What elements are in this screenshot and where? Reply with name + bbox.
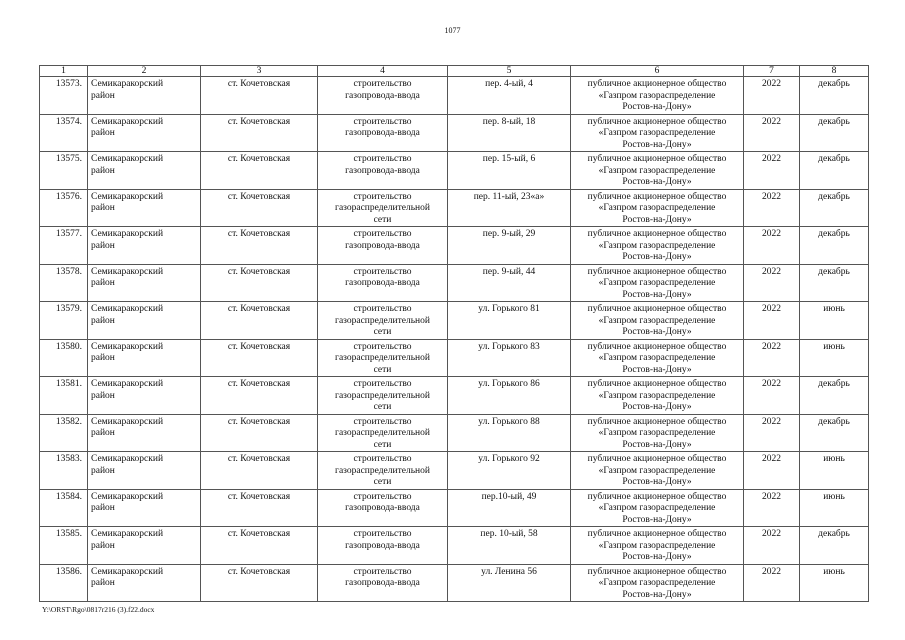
work-type-cell: строительство газораспределительной сети [318,414,448,452]
column-number: 2 [88,66,201,77]
address-cell: пер. 8-ый, 18 [448,114,571,152]
work-type-cell: строительство газораспределительной сети [318,452,448,490]
district-cell: Семикаракорский район [88,527,201,565]
organization-cell: публичное акционерное общество «Газпром газораспределение Ростов-на-Дону» [571,564,744,602]
table-row [40,189,869,227]
year-cell: 2022 [744,489,800,527]
page-number: 1077 [444,26,461,35]
organization-cell: публичное акционерное общество «Газпром газораспределение Ростов-на-Дону» [571,339,744,377]
address-cell: пер.10-ый, 49 [448,489,571,527]
organization-cell: публичное акционерное общество «Газпром газораспределение Ростов-на-Дону» [571,377,744,415]
table-row [40,377,869,415]
column-number: 6 [571,66,744,77]
row-number-cell: 13575. [40,152,88,190]
gasification-table [39,65,869,602]
year-cell: 2022 [744,452,800,490]
table-body [40,77,869,602]
address-cell: ул. Горького 92 [448,452,571,490]
year-cell: 2022 [744,339,800,377]
month-cell: декабрь [800,77,869,115]
month-cell: июнь [800,452,869,490]
year-cell: 2022 [744,189,800,227]
month-cell: декабрь [800,264,869,302]
year-cell: 2022 [744,527,800,565]
district-cell: Семикаракорский район [88,452,201,490]
table-row [40,152,869,190]
column-number: 3 [201,66,318,77]
organization-cell: публичное акционерное общество «Газпром газораспределение Ростов-на-Дону» [571,414,744,452]
year-cell: 2022 [744,264,800,302]
month-cell: июнь [800,302,869,340]
row-number-cell: 13579. [40,302,88,340]
table-row [40,414,869,452]
table-row [40,114,869,152]
settlement-cell: ст. Кочетовская [201,527,318,565]
settlement-cell: ст. Кочетовская [201,114,318,152]
organization-cell: публичное акционерное общество «Газпром газораспределение Ростов-на-Дону» [571,189,744,227]
district-cell: Семикаракорский район [88,152,201,190]
district-cell: Семикаракорский район [88,114,201,152]
table-row [40,227,869,265]
district-cell: Семикаракорский район [88,227,201,265]
column-number: 1 [40,66,88,77]
year-cell: 2022 [744,377,800,415]
year-cell: 2022 [744,152,800,190]
table-row [40,77,869,115]
work-type-cell: строительство газопровода-ввода [318,114,448,152]
organization-cell: публичное акционерное общество «Газпром газораспределение Ростов-на-Дону» [571,302,744,340]
row-number-cell: 13585. [40,527,88,565]
month-cell: декабрь [800,377,869,415]
year-cell: 2022 [744,77,800,115]
settlement-cell: ст. Кочетовская [201,189,318,227]
settlement-cell: ст. Кочетовская [201,339,318,377]
year-cell: 2022 [744,414,800,452]
district-cell: Семикаракорский район [88,564,201,602]
month-cell: июнь [800,339,869,377]
settlement-cell: ст. Кочетовская [201,302,318,340]
address-cell: ул. Горького 88 [448,414,571,452]
address-cell: пер. 9-ый, 44 [448,264,571,302]
organization-cell: публичное акционерное общество «Газпром газораспределение Ростов-на-Дону» [571,489,744,527]
district-cell: Семикаракорский район [88,377,201,415]
settlement-cell: ст. Кочетовская [201,564,318,602]
district-cell: Семикаракорский район [88,302,201,340]
month-cell: июнь [800,564,869,602]
work-type-cell: строительство газопровода-ввода [318,264,448,302]
settlement-cell: ст. Кочетовская [201,227,318,265]
row-number-cell: 13573. [40,77,88,115]
year-cell: 2022 [744,564,800,602]
table-row [40,489,869,527]
address-cell: ул. Горького 83 [448,339,571,377]
month-cell: декабрь [800,114,869,152]
table-row [40,564,869,602]
organization-cell: публичное акционерное общество «Газпром газораспределение Ростов-на-Дону» [571,114,744,152]
organization-cell: публичное акционерное общество «Газпром газораспределение Ростов-на-Дону» [571,152,744,190]
work-type-cell: строительство газопровода-ввода [318,489,448,527]
work-type-cell: строительство газораспределительной сети [318,339,448,377]
work-type-cell: строительство газопровода-ввода [318,227,448,265]
settlement-cell: ст. Кочетовская [201,152,318,190]
month-cell: декабрь [800,527,869,565]
organization-cell: публичное акционерное общество «Газпром газораспределение Ростов-на-Дону» [571,527,744,565]
district-cell: Семикаракорский район [88,414,201,452]
table-row [40,264,869,302]
column-number: 7 [744,66,800,77]
district-cell: Семикаракорский район [88,77,201,115]
file-path-footer: Y:\ORST\Rgo\0817r216 (3).f22.docx [42,605,155,614]
address-cell: ул. Горького 81 [448,302,571,340]
district-cell: Семикаракорский район [88,264,201,302]
settlement-cell: ст. Кочетовская [201,489,318,527]
table-row [40,302,869,340]
month-cell: декабрь [800,152,869,190]
row-number-cell: 13580. [40,339,88,377]
settlement-cell: ст. Кочетовская [201,77,318,115]
settlement-cell: ст. Кочетовская [201,264,318,302]
district-cell: Семикаракорский район [88,189,201,227]
work-type-cell: строительство газопровода-ввода [318,527,448,565]
column-number-row [40,66,869,77]
organization-cell: публичное акционерное общество «Газпром газораспределение Ростов-на-Дону» [571,264,744,302]
table-row [40,339,869,377]
row-number-cell: 13576. [40,189,88,227]
row-number-cell: 13577. [40,227,88,265]
column-number: 5 [448,66,571,77]
table-row [40,452,869,490]
address-cell: пер. 10-ый, 58 [448,527,571,565]
organization-cell: публичное акционерное общество «Газпром газораспределение Ростов-на-Дону» [571,452,744,490]
table-row [40,527,869,565]
address-cell: пер. 9-ый, 29 [448,227,571,265]
column-number: 8 [800,66,869,77]
settlement-cell: ст. Кочетовская [201,414,318,452]
address-cell: пер. 11-ый, 23«а» [448,189,571,227]
address-cell: ул. Ленина 56 [448,564,571,602]
district-cell: Семикаракорский район [88,339,201,377]
settlement-cell: ст. Кочетовская [201,452,318,490]
month-cell: декабрь [800,227,869,265]
year-cell: 2022 [744,302,800,340]
settlement-cell: ст. Кочетовская [201,377,318,415]
row-number-cell: 13581. [40,377,88,415]
district-cell: Семикаракорский район [88,489,201,527]
address-cell: пер. 15-ый, 6 [448,152,571,190]
month-cell: декабрь [800,189,869,227]
work-type-cell: строительство газораспределительной сети [318,302,448,340]
row-number-cell: 13578. [40,264,88,302]
work-type-cell: строительство газопровода-ввода [318,564,448,602]
work-type-cell: строительство газораспределительной сети [318,377,448,415]
address-cell: ул. Горького 86 [448,377,571,415]
year-cell: 2022 [744,227,800,265]
work-type-cell: строительство газопровода-ввода [318,77,448,115]
row-number-cell: 13582. [40,414,88,452]
work-type-cell: строительство газораспределительной сети [318,189,448,227]
year-cell: 2022 [744,114,800,152]
month-cell: декабрь [800,414,869,452]
organization-cell: публичное акционерное общество «Газпром газораспределение Ростов-на-Дону» [571,77,744,115]
address-cell: пер. 4-ый, 4 [448,77,571,115]
row-number-cell: 13586. [40,564,88,602]
month-cell: июнь [800,489,869,527]
row-number-cell: 13584. [40,489,88,527]
row-number-cell: 13574. [40,114,88,152]
column-number: 4 [318,66,448,77]
organization-cell: публичное акционерное общество «Газпром газораспределение Ростов-на-Дону» [571,227,744,265]
row-number-cell: 13583. [40,452,88,490]
work-type-cell: строительство газопровода-ввода [318,152,448,190]
